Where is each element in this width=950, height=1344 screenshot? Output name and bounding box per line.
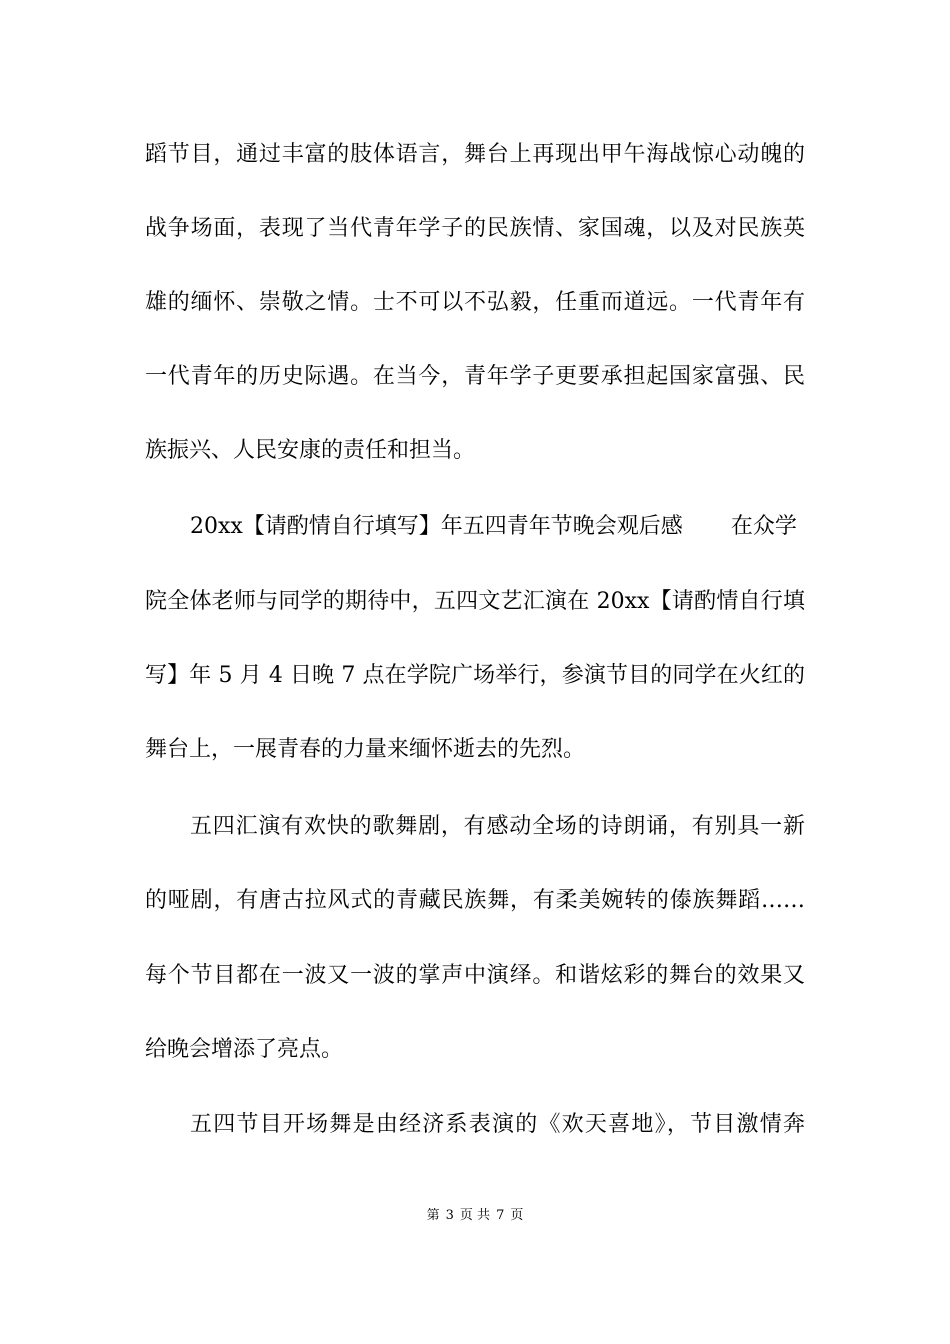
paragraph-line-title — [190, 512, 805, 542]
paragraph-line: 族振兴、人民安康的责任和担当。 — [145, 438, 476, 463]
paragraph-line: 的哑剧，有唐古拉风式的青藏民族舞，有柔美婉转的傣族舞蹈…… — [145, 888, 805, 913]
paragraph-line: 舞台上，一展青春的力量来缅怀逝去的先烈。 — [145, 737, 586, 762]
paragraph-line: 每个节目都在一波又一波的掌声中演绎。和谐炫彩的舞台的效果又 — [145, 963, 805, 988]
footer-prefix: 第 — [426, 1208, 440, 1223]
paragraph-line: 蹈节目，通过丰富的肢体语言，舞台上再现出甲午海战惊心动魄的 — [145, 142, 805, 167]
paragraph-line: 院全体老师与同学的期待中，五四文艺汇演在 20xx【请酌情自行填 — [145, 589, 805, 614]
paragraph-line: 雄的缅怀、崇敬之情。士不可以不弘毅，任重而道远。一代青年有 — [145, 290, 805, 315]
footer-suffix: 页 — [510, 1208, 524, 1223]
page-footer — [0, 1207, 950, 1225]
article-title: 20xx【请酌情自行填写】年五四青年节晚会观后感 — [190, 514, 683, 539]
paragraph-line: 五四汇演有欢快的歌舞剧，有感动全场的诗朗诵，有别具一新 — [190, 814, 805, 839]
paragraph-line: 给晚会增添了亮点。 — [145, 1037, 344, 1062]
paragraph-line: 五四节目开场舞是由经济系表演的《欢天喜地》，节目激情奔 — [190, 1112, 805, 1137]
paragraph-line: 一代青年的历史际遇。在当今，青年学子更要承担起国家富强、民 — [145, 364, 805, 389]
paragraph-line: 写】年 5 月 4 日晚 7 点在学院广场举行，参演节目的同学在火红的 — [145, 663, 805, 688]
paragraph-start: 在众学 — [730, 514, 797, 539]
footer-current-page: 3 — [445, 1208, 454, 1223]
paragraph-line: 战争场面，表现了当代青年学子的民族情、家国魂，以及对民族英 — [145, 216, 805, 241]
footer-total-pages: 7 — [496, 1208, 505, 1223]
footer-middle: 页 共 — [459, 1208, 491, 1223]
